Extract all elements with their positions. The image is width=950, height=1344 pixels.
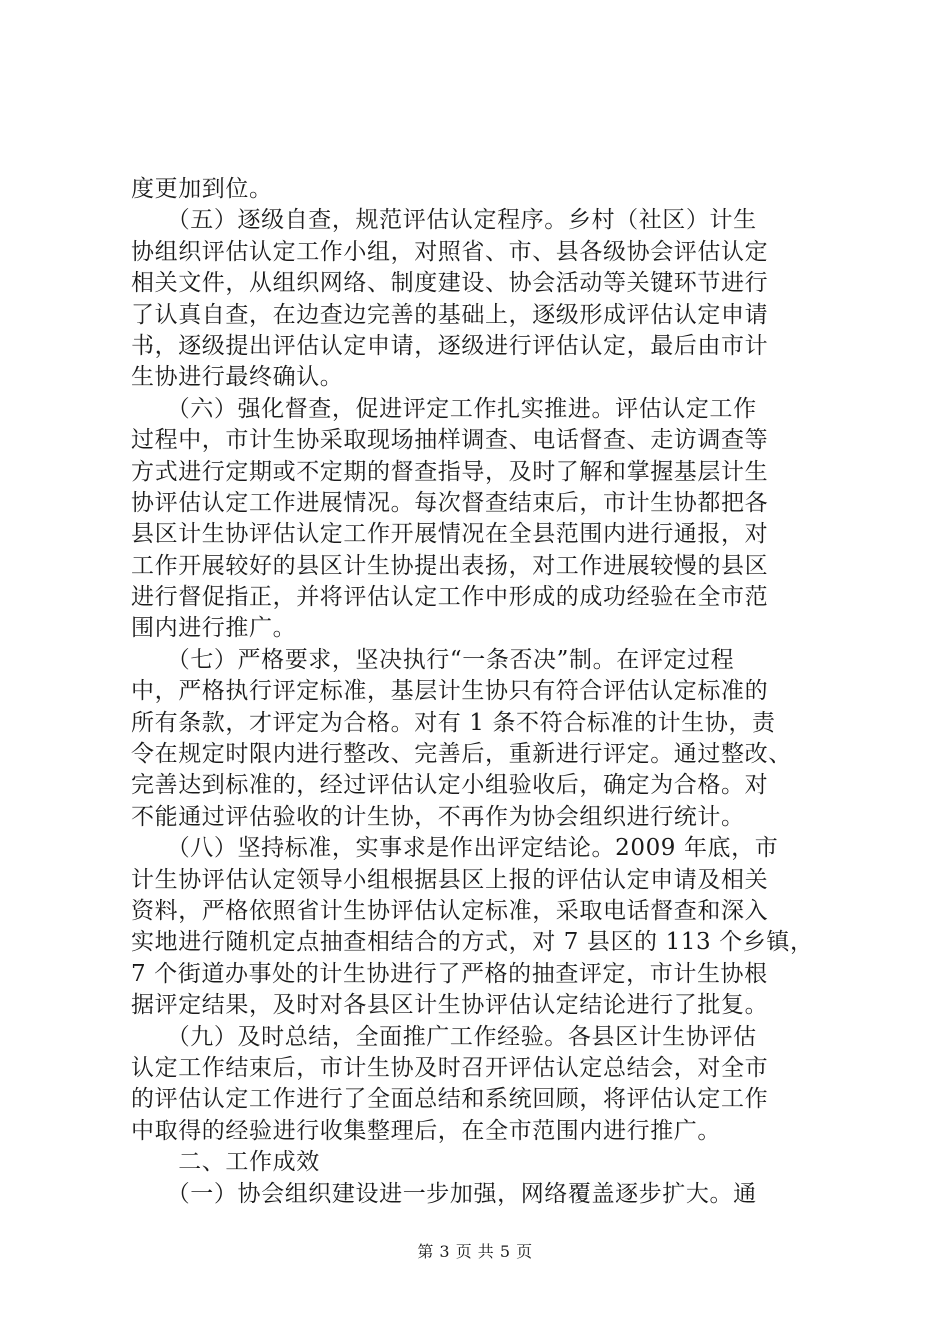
text-line: 生协进行最终确认。: [131, 364, 344, 391]
text-line: 书，逐级提出评估认定申请，逐级进行评估认定，最后由市计: [131, 332, 769, 359]
section-heading: 二、工作成效: [131, 1149, 320, 1176]
text-line: （六）强化督查，促进评定工作扎实推进。评估认定工作: [131, 395, 757, 422]
text-line: 不能通过评估验收的计生协，不再作为协会组织进行统计。: [131, 803, 745, 830]
text-line: 认定工作结束后，市计生协及时召开评估认定总结会，对全市: [131, 1054, 769, 1081]
text-line: 据评定结果，及时对各县区计生协评估认定结论进行了批复。: [131, 992, 769, 1019]
text-line: 度更加到位。: [131, 176, 273, 202]
document-body: [131, 174, 831, 1210]
text-line: 计生协评估认定领导小组根据县区上报的评估认定申请及相关: [131, 866, 769, 893]
text-line: 资料，严格依照省计生协评估认定标准，采取电话督查和深入: [131, 897, 769, 924]
text-line: （九）及时总结，全面推广工作经验。各县区计生协评估: [131, 1023, 757, 1050]
text-line: 协评估认定工作进展情况。每次督查结束后，市计生协都把各: [131, 489, 769, 516]
text-line: 协组织评估认定工作小组，对照省、市、县各级协会评估认定: [131, 238, 769, 265]
text-line: （八）坚持标准，实事求是作出评定结论。2009 年底，市: [131, 835, 779, 862]
text-line: 7 个街道办事处的计生协进行了严格的抽查评定，市计生协根: [131, 960, 768, 987]
text-line: 所有条款，才评定为合格。对有 1 条不符合标准的计生协，责: [131, 709, 776, 736]
text-line: 围内进行推广。: [131, 615, 297, 642]
text-line: （一）协会组织建设进一步加强，网络覆盖逐步扩大。通: [131, 1180, 757, 1207]
text-line: 完善达到标准的，经过评估认定小组验收后，确定为合格。对: [131, 772, 769, 799]
page-number: 第 3 页 共 5 页: [417, 1242, 533, 1261]
text-line: 的评估认定工作进行了全面总结和系统回顾，将评估认定工作: [131, 1086, 769, 1113]
text-line: 工作开展较好的县区计生协提出表扬，对工作进展较慢的县区: [131, 552, 769, 579]
text-line: 进行督促指正，并将评估认定工作中形成的成功经验在全市范: [131, 584, 769, 611]
page-footer: [0, 1242, 950, 1262]
text-line: （五）逐级自查，规范评估认定程序。乡村（社区）计生: [131, 207, 757, 234]
text-line: 中取得的经验进行收集整理后，在全市范围内进行推广。: [131, 1117, 721, 1144]
text-line: 方式进行定期或不定期的督查指导，及时了解和掌握基层计生: [131, 458, 769, 485]
text-line: （七）严格要求，坚决执行“一条否决”制。在评定过程: [131, 646, 735, 673]
text-line: 过程中，市计生协采取现场抽样调查、电话督查、走访调查等: [131, 427, 769, 454]
text-line: 县区计生协评估认定工作开展情况在全县范围内进行通报，对: [131, 521, 769, 548]
text-line: 了认真自查，在边查边完善的基础上，逐级形成评估认定申请: [131, 301, 769, 328]
text-line: 令在规定时限内进行整改、完善后，重新进行评定。通过整改、: [131, 741, 792, 768]
text-line: 中，严格执行评定标准，基层计生协只有符合评估认定标准的: [131, 678, 769, 705]
text-line: 实地进行随机定点抽查相结合的方式，对 7 县区的 113 个乡镇，: [131, 929, 814, 956]
text-line: 相关文件，从组织网络、制度建设、协会活动等关键环节进行: [131, 270, 769, 297]
